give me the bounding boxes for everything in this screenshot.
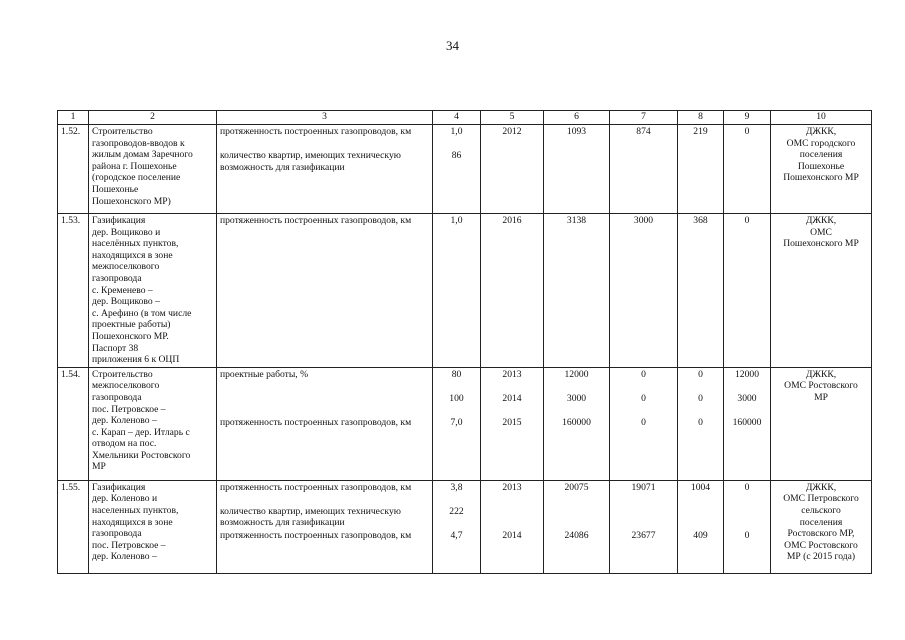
col8-cell: [678, 214, 724, 368]
header-cell: 2: [89, 111, 217, 125]
col8-value: 1004: [690, 481, 711, 493]
page-number: 34: [446, 38, 459, 53]
col7-value: 23677: [631, 529, 656, 541]
col7-value: 0: [641, 392, 646, 404]
value: 80: [451, 368, 462, 380]
indicator: проектные работы, %: [220, 368, 309, 380]
col9-value: 0: [744, 529, 750, 541]
value-cell: [433, 214, 481, 368]
total: 20075: [564, 481, 589, 493]
year: 2014: [502, 392, 522, 404]
indicator: протяженность построенных газопроводов, км: [220, 215, 412, 226]
col7-value: 874: [636, 126, 651, 137]
row-number: 1.52.: [58, 125, 89, 214]
value: 1,0: [450, 215, 463, 226]
col9-value: 12000: [735, 368, 759, 380]
executor: ДЖКК, ОМС Ростовского МР: [771, 367, 872, 480]
header-cell: 7: [610, 111, 678, 125]
year: 2015: [502, 416, 522, 428]
header-cell: 10: [771, 111, 872, 125]
indicator-cell: [217, 125, 433, 214]
col8-cell: [678, 480, 724, 573]
col7-value: 3000: [633, 215, 654, 226]
col9-cell: [724, 125, 771, 214]
value-cell: [433, 480, 481, 573]
indicator-cell: [217, 367, 433, 480]
col7-cell: [610, 125, 678, 214]
col8-value: 219: [693, 126, 708, 137]
total: 1093: [566, 126, 587, 137]
col9-cell: [724, 214, 771, 368]
table-row: [58, 480, 872, 573]
col8-value: 0: [698, 368, 703, 380]
total-cell: [544, 214, 610, 368]
value: 222: [449, 505, 464, 517]
col8-value: 368: [693, 215, 708, 226]
value: 3,8: [450, 481, 463, 493]
table-row: [58, 125, 872, 214]
row-number: 1.55.: [58, 480, 89, 573]
total: 3000: [566, 392, 587, 404]
value-cell: [433, 125, 481, 214]
value: 100: [449, 392, 464, 404]
col9-value: 3000: [737, 392, 757, 404]
header-cell: 1: [58, 111, 89, 125]
header-cell: 9: [724, 111, 771, 125]
col7-value: 19071: [631, 481, 656, 493]
value: 86: [451, 150, 462, 161]
year-cell: [481, 367, 544, 480]
measure-name: Строительство межпоселкового газопровода пос. Петровское – дер. Коленово – с. Карап – дер. Итларь с отводом на пос. Хмельники Ростовского МР: [89, 367, 217, 480]
col7-cell: [610, 214, 678, 368]
col7-cell: [610, 367, 678, 480]
value: 4,7: [450, 529, 463, 541]
total: 3138: [566, 215, 587, 226]
value: 7,0: [450, 416, 463, 428]
header-cell: 4: [433, 111, 481, 125]
indicator-cell: [217, 214, 433, 368]
indicator-cell: [217, 480, 433, 573]
table-row: [58, 214, 872, 368]
total: 12000: [564, 368, 589, 380]
indicator: протяженность построенных газопроводов, км: [220, 481, 412, 493]
year-cell: [481, 480, 544, 573]
executor: ДЖКК, ОМС Петровского сельского поселения Ростовского МР, ОМС Ростовского МР (с 2015 года): [771, 480, 872, 573]
col7-value: 0: [641, 416, 646, 428]
total-cell: [544, 367, 610, 480]
year: 2016: [502, 215, 522, 226]
col7-value: 0: [641, 368, 646, 380]
table-row: [58, 367, 872, 480]
value: 1,0: [450, 126, 463, 137]
measure-name: Газификация дер. Коленово и населенных пунктов, находящихся в зоне газопровода пос. Петровское – дер. Коленово –: [89, 480, 217, 573]
row-number: 1.54.: [58, 367, 89, 480]
indicator: протяженность построенных газопроводов, км: [220, 529, 412, 541]
year: 2013: [502, 481, 522, 493]
executor: ДЖКК, ОМС Пошехонского МР: [771, 214, 872, 368]
measure-name: Строительство газопроводов-вводов к жилым домам Заречного района г. Пошехонье (городское поселение Пошехонье Пошехонского МР): [89, 125, 217, 214]
indicator: протяженность построенных газопроводов, км: [220, 416, 412, 428]
indicator: количество квартир, имеющих техническую возможность для газификации: [220, 505, 401, 529]
col9-value: 0: [744, 126, 750, 137]
year-cell: [481, 125, 544, 214]
header-cell: 6: [544, 111, 610, 125]
col8-value: 0: [698, 416, 703, 428]
header-cell: 8: [678, 111, 724, 125]
indicator: количество квартир, имеющих техническую возможность для газификации: [220, 150, 401, 173]
col9-value: 0: [744, 215, 750, 226]
col8-value: 409: [693, 529, 708, 541]
year: 2014: [502, 529, 522, 541]
col9-value: 160000: [732, 416, 762, 428]
col9-cell: [724, 480, 771, 573]
executor: ДЖКК, ОМС городского поселения Пошехонье Пошехонского МР: [771, 125, 872, 214]
header-row: [58, 111, 872, 125]
measure-name: Газификация дер. Вощиково и населённых пунктов, находящихся в зоне межпоселкового газопровода с. Кременево – дер. Вощиково – с. Арефино (в том числе проектные работы) Пошехонского МР. Паспорт 38 приложения 6 к ОЦП: [89, 214, 217, 368]
col9-cell: [724, 367, 771, 480]
total-cell: [544, 480, 610, 573]
col8-cell: [678, 367, 724, 480]
total-cell: [544, 125, 610, 214]
col8-value: 0: [698, 392, 703, 404]
total: 160000: [562, 416, 591, 428]
program-table: [57, 110, 872, 574]
col8-cell: [678, 125, 724, 214]
col9-value: 0: [744, 481, 750, 493]
indicator: протяженность построенных газопроводов, км: [220, 126, 412, 137]
header-cell: 5: [481, 111, 544, 125]
row-number: 1.53.: [58, 214, 89, 368]
col7-cell: [610, 480, 678, 573]
year: 2012: [502, 126, 522, 137]
year-cell: [481, 214, 544, 368]
year: 2013: [502, 368, 522, 380]
header-cell: 3: [217, 111, 433, 125]
total: 24086: [564, 529, 589, 541]
value-cell: [433, 367, 481, 480]
